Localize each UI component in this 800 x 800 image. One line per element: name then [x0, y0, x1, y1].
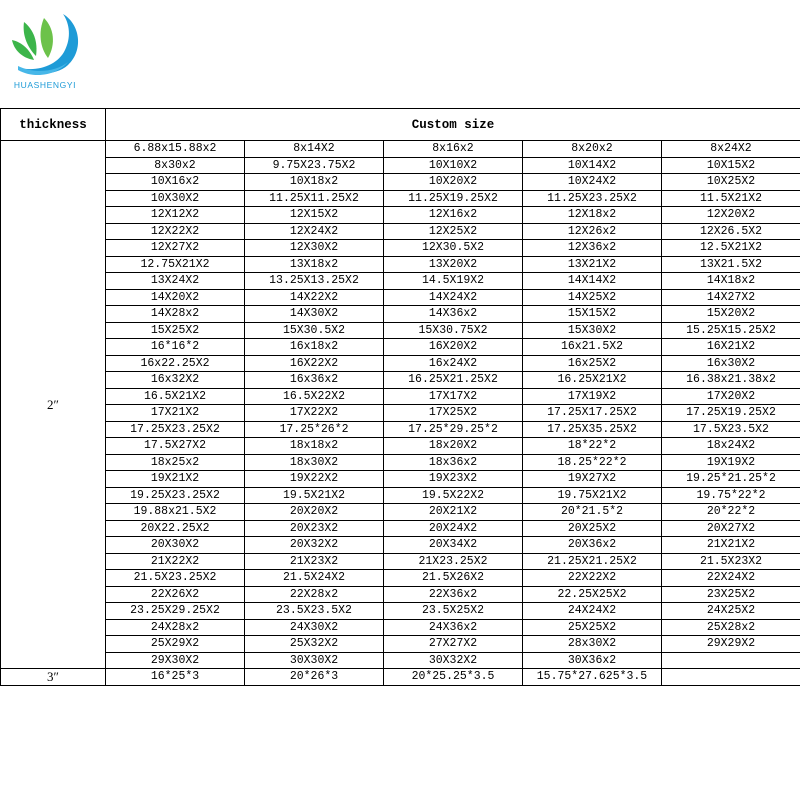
- table-row: [1, 669, 800, 686]
- size-cell: 8x24X2: [662, 141, 800, 158]
- size-cell: 20X24X2: [384, 520, 523, 537]
- size-cell: 17X19X2: [523, 388, 662, 405]
- size-cell: 12.5X21X2: [662, 240, 800, 257]
- size-cell: 16x32X2: [106, 372, 245, 389]
- table-row: [1, 570, 800, 587]
- table-row: [1, 207, 800, 224]
- size-cell: 27X27X2: [384, 636, 523, 653]
- size-cell: 18.25*22*2: [523, 454, 662, 471]
- table-row: [1, 454, 800, 471]
- size-cell: 16X21X2: [662, 339, 800, 356]
- size-cell: 20X22.25X2: [106, 520, 245, 537]
- table-row: [1, 471, 800, 488]
- table-row: [1, 388, 800, 405]
- size-cell: 13.25X13.25X2: [245, 273, 384, 290]
- size-cell: 17X25X2: [384, 405, 523, 422]
- size-cell: 17.25*29.25*2: [384, 421, 523, 438]
- size-cell: 14X18x2: [662, 273, 800, 290]
- thickness-cell: 2″: [1, 141, 106, 669]
- size-cell: 24X25X2: [662, 603, 800, 620]
- size-cell: 18x18x2: [245, 438, 384, 455]
- size-cell: [662, 669, 800, 686]
- thickness-cell: 3″: [1, 669, 106, 686]
- size-cell: 18x24X2: [662, 438, 800, 455]
- size-cell: 21.5X23X2: [662, 553, 800, 570]
- size-cell: 10X25X2: [662, 174, 800, 191]
- size-cell: 16x18x2: [245, 339, 384, 356]
- size-cell: 13X24X2: [106, 273, 245, 290]
- size-cell: 20X20X2: [245, 504, 384, 521]
- size-cell: 14X22X2: [245, 289, 384, 306]
- table-row: [1, 372, 800, 389]
- size-cell: 12X18x2: [523, 207, 662, 224]
- size-cell: 20X23X2: [245, 520, 384, 537]
- size-cell: 16x25X2: [523, 355, 662, 372]
- custom-size-table: [0, 108, 800, 686]
- size-cell: 6.88x15.88x2: [106, 141, 245, 158]
- table-header-row: [1, 109, 800, 141]
- size-cell: 25X32X2: [245, 636, 384, 653]
- size-cell: 20X21X2: [384, 504, 523, 521]
- size-cell: 22X26X2: [106, 586, 245, 603]
- size-cell: 8x20x2: [523, 141, 662, 158]
- size-cell: 13X21.5X2: [662, 256, 800, 273]
- table-row: [1, 355, 800, 372]
- size-cell: 14X24X2: [384, 289, 523, 306]
- table-row: [1, 603, 800, 620]
- size-cell: 11.25X23.25X2: [523, 190, 662, 207]
- thickness-header: thickness: [1, 109, 106, 141]
- table-row: [1, 553, 800, 570]
- size-cell: 10X14X2: [523, 157, 662, 174]
- size-cell: 25X28x2: [662, 619, 800, 636]
- size-cell: 16*16*2: [106, 339, 245, 356]
- size-cell: 20X36x2: [523, 537, 662, 554]
- size-cell: 18x36x2: [384, 454, 523, 471]
- size-cell: 30X32X2: [384, 652, 523, 669]
- size-cell: 20X34X2: [384, 537, 523, 554]
- size-cell: 18x30X2: [245, 454, 384, 471]
- table-row: [1, 537, 800, 554]
- size-cell: 19X23X2: [384, 471, 523, 488]
- size-cell: 16.25X21.25X2: [384, 372, 523, 389]
- size-cell: 16x22.25X2: [106, 355, 245, 372]
- size-cell: 20X25X2: [523, 520, 662, 537]
- size-cell: 29X29X2: [662, 636, 800, 653]
- size-cell: 22X22X2: [523, 570, 662, 587]
- size-cell: 17.25X23.25X2: [106, 421, 245, 438]
- size-cell: 15X30X2: [523, 322, 662, 339]
- size-cell: 21.5X24X2: [245, 570, 384, 587]
- table-row: [1, 273, 800, 290]
- size-cell: 12X12X2: [106, 207, 245, 224]
- size-cell: 21X21X2: [662, 537, 800, 554]
- size-cell: 22X36x2: [384, 586, 523, 603]
- size-cell: 19.88x21.5X2: [106, 504, 245, 521]
- size-cell: 17.25*26*2: [245, 421, 384, 438]
- size-cell: 12X25X2: [384, 223, 523, 240]
- size-cell: 15X25X2: [106, 322, 245, 339]
- size-cell: 16.5X21X2: [106, 388, 245, 405]
- table-row: [1, 141, 800, 158]
- size-cell: 15X15X2: [523, 306, 662, 323]
- table-row: [1, 438, 800, 455]
- table-row: [1, 223, 800, 240]
- size-cell: 19.75*22*2: [662, 487, 800, 504]
- table-row: [1, 174, 800, 191]
- size-cell: 24X30X2: [245, 619, 384, 636]
- table-row: [1, 405, 800, 422]
- size-cell: 16x21.5X2: [523, 339, 662, 356]
- size-cell: 20*22*2: [662, 504, 800, 521]
- size-cell: 14X14X2: [523, 273, 662, 290]
- size-cell: 30X30X2: [245, 652, 384, 669]
- size-cell: 12X36x2: [523, 240, 662, 257]
- size-cell: 14X25X2: [523, 289, 662, 306]
- size-cell: 15X30.5X2: [245, 322, 384, 339]
- size-cell: 11.5X21X2: [662, 190, 800, 207]
- size-cell: 12X16x2: [384, 207, 523, 224]
- size-cell: 10X24X2: [523, 174, 662, 191]
- size-cell: 20*25.25*3.5: [384, 669, 523, 686]
- size-cell: 14X28x2: [106, 306, 245, 323]
- size-cell: 17.25X35.25X2: [523, 421, 662, 438]
- size-cell: 19.25X23.25X2: [106, 487, 245, 504]
- size-cell: 15X30.75X2: [384, 322, 523, 339]
- size-cell: 14X20X2: [106, 289, 245, 306]
- table-row: [1, 289, 800, 306]
- size-cell: 12X30X2: [245, 240, 384, 257]
- size-cell: 19.75X21X2: [523, 487, 662, 504]
- table-row: [1, 240, 800, 257]
- size-cell: 11.25X11.25X2: [245, 190, 384, 207]
- size-cell: 12X20X2: [662, 207, 800, 224]
- size-cell: 21.25X21.25X2: [523, 553, 662, 570]
- size-cell: 17X22X2: [245, 405, 384, 422]
- size-cell: 14X30X2: [245, 306, 384, 323]
- size-cell: 16x24X2: [384, 355, 523, 372]
- size-cell: 16x36x2: [245, 372, 384, 389]
- size-cell: 8x30x2: [106, 157, 245, 174]
- size-cell: 8x14X2: [245, 141, 384, 158]
- size-cell: 15X20X2: [662, 306, 800, 323]
- size-cell: 16.25X21X2: [523, 372, 662, 389]
- size-cell: 12X30.5X2: [384, 240, 523, 257]
- size-cell: 13X21X2: [523, 256, 662, 273]
- size-cell: 19X22X2: [245, 471, 384, 488]
- size-cell: 16X22X2: [245, 355, 384, 372]
- table-row: [1, 636, 800, 653]
- table-row: [1, 504, 800, 521]
- size-cell: 14.5X19X2: [384, 273, 523, 290]
- size-cell: 19.25*21.25*2: [662, 471, 800, 488]
- size-cell: 23.5X23.5X2: [245, 603, 384, 620]
- table-row: [1, 520, 800, 537]
- size-cell: 19X21X2: [106, 471, 245, 488]
- size-cell: 11.25X19.25X2: [384, 190, 523, 207]
- size-cell: 14X27X2: [662, 289, 800, 306]
- size-cell: 19X27X2: [523, 471, 662, 488]
- size-cell: 15.75*27.625*3.5: [523, 669, 662, 686]
- size-cell: 15.25X15.25X2: [662, 322, 800, 339]
- size-cell: 17.5X23.5X2: [662, 421, 800, 438]
- size-cell: [662, 652, 800, 669]
- custom-size-header: Custom size: [106, 109, 800, 141]
- table-row: [1, 619, 800, 636]
- size-cell: 10X10X2: [384, 157, 523, 174]
- table-row: [1, 586, 800, 603]
- size-cell: 20*21.5*2: [523, 504, 662, 521]
- brand-name: HUASHENGYI: [13, 80, 77, 90]
- size-cell: 29X30X2: [106, 652, 245, 669]
- size-cell: 18x25x2: [106, 454, 245, 471]
- size-cell: 23.25X29.25X2: [106, 603, 245, 620]
- size-cell: 28x30X2: [523, 636, 662, 653]
- size-cell: 12X26.5X2: [662, 223, 800, 240]
- size-cell: 21X23.25X2: [384, 553, 523, 570]
- size-cell: 30X36x2: [523, 652, 662, 669]
- size-cell: 10X16x2: [106, 174, 245, 191]
- size-cell: 21X22X2: [106, 553, 245, 570]
- size-cell: 22X24X2: [662, 570, 800, 587]
- size-cell: 16*25*3: [106, 669, 245, 686]
- size-cell: 17.25X19.25X2: [662, 405, 800, 422]
- size-cell: 10X15X2: [662, 157, 800, 174]
- size-cell: 20X30X2: [106, 537, 245, 554]
- table-row: [1, 256, 800, 273]
- size-cell: 12X15X2: [245, 207, 384, 224]
- size-cell: 24X36x2: [384, 619, 523, 636]
- size-cell: 18x20X2: [384, 438, 523, 455]
- size-cell: 12X24X2: [245, 223, 384, 240]
- size-cell: 10X20X2: [384, 174, 523, 191]
- table-row: [1, 652, 800, 669]
- size-cell: 12X26x2: [523, 223, 662, 240]
- table-row: [1, 157, 800, 174]
- size-cell: 22.25X25X2: [523, 586, 662, 603]
- size-cell: 22X28x2: [245, 586, 384, 603]
- size-cell: 19.5X21X2: [245, 487, 384, 504]
- size-cell: 9.75X23.75X2: [245, 157, 384, 174]
- size-cell: 16x30X2: [662, 355, 800, 372]
- size-cell: 21.5X23.25X2: [106, 570, 245, 587]
- leaf-drop-icon: [8, 10, 88, 82]
- size-cell: 23X25X2: [662, 586, 800, 603]
- size-cell: 13X20X2: [384, 256, 523, 273]
- size-cell: 25X29X2: [106, 636, 245, 653]
- table-row: [1, 306, 800, 323]
- size-cell: 25X25X2: [523, 619, 662, 636]
- table-row: [1, 190, 800, 207]
- table-row: [1, 421, 800, 438]
- size-cell: 23.5X25X2: [384, 603, 523, 620]
- table-row: [1, 487, 800, 504]
- size-cell: 8x16x2: [384, 141, 523, 158]
- size-cell: 20*26*3: [245, 669, 384, 686]
- size-cell: 21X23X2: [245, 553, 384, 570]
- size-cell: 12.75X21X2: [106, 256, 245, 273]
- size-cell: 12X27X2: [106, 240, 245, 257]
- size-cell: 19X19X2: [662, 454, 800, 471]
- size-cell: 10X30X2: [106, 190, 245, 207]
- size-cell: 17X21X2: [106, 405, 245, 422]
- size-cell: 14X36x2: [384, 306, 523, 323]
- size-cell: 17.25X17.25X2: [523, 405, 662, 422]
- size-cell: 12X22X2: [106, 223, 245, 240]
- size-cell: 21.5X26X2: [384, 570, 523, 587]
- size-cell: 17.5X27X2: [106, 438, 245, 455]
- size-cell: 18*22*2: [523, 438, 662, 455]
- table-row: [1, 339, 800, 356]
- size-cell: 17X17X2: [384, 388, 523, 405]
- size-cell: 16.38x21.38x2: [662, 372, 800, 389]
- size-cell: 17X20X2: [662, 388, 800, 405]
- size-cell: 20X32X2: [245, 537, 384, 554]
- size-cell: 20X27X2: [662, 520, 800, 537]
- size-cell: 10X18x2: [245, 174, 384, 191]
- size-cell: 16X20X2: [384, 339, 523, 356]
- size-cell: 24X28x2: [106, 619, 245, 636]
- size-cell: 16.5X22X2: [245, 388, 384, 405]
- size-cell: 13X18x2: [245, 256, 384, 273]
- table-row: [1, 322, 800, 339]
- size-cell: 24X24X2: [523, 603, 662, 620]
- size-cell: 19.5X22X2: [384, 487, 523, 504]
